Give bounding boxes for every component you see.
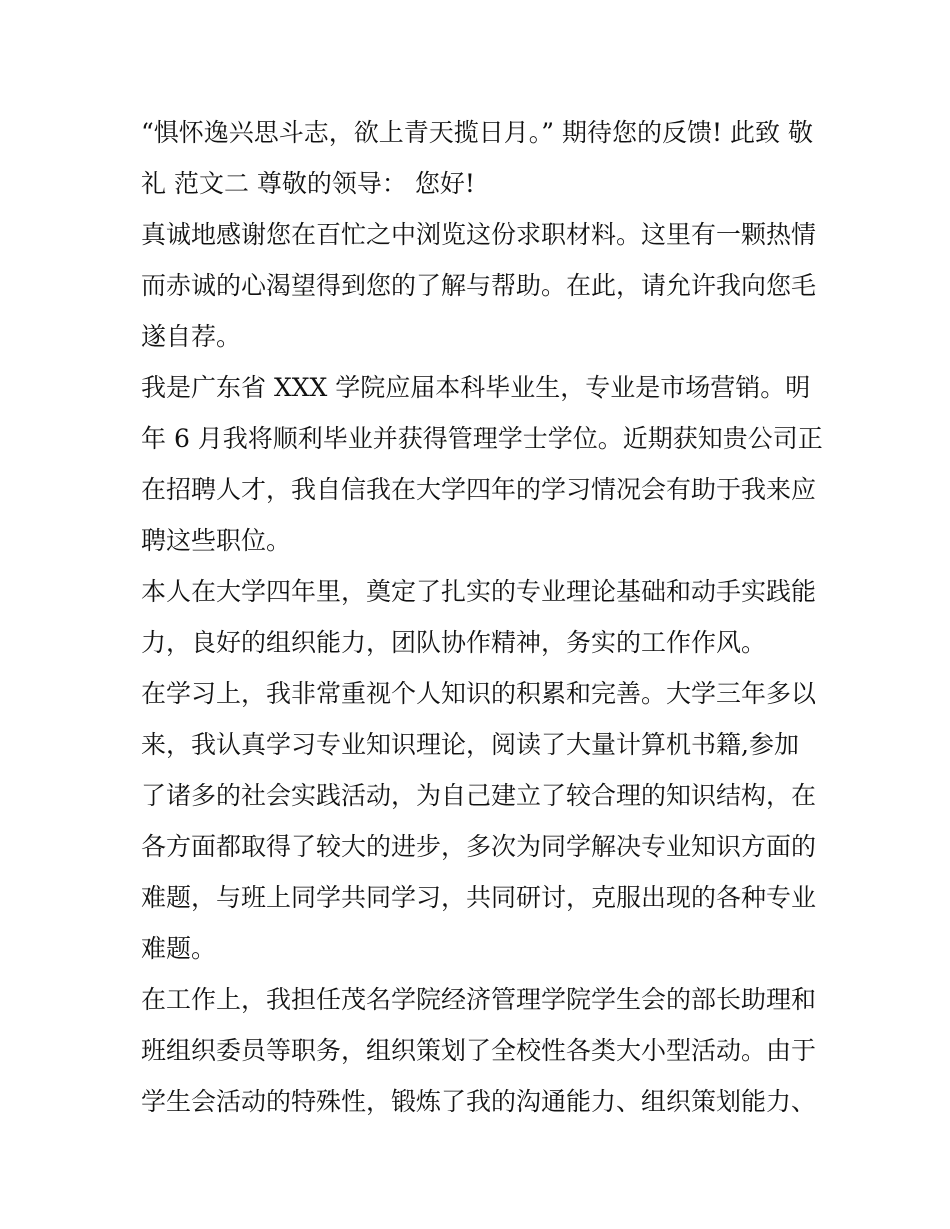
text-line: 力，良好的组织能力，团队协作精神，务实的工作作风。	[141, 628, 767, 657]
paragraph-introduction	[141, 362, 821, 566]
text-line: 我是广东省 XXX 学院应届本科毕业生，专业是市场营销。明	[141, 373, 811, 402]
text-line: 难题。	[141, 934, 217, 963]
paragraph-study	[141, 668, 821, 974]
text-line: 本人在大学四年里，奠定了扎实的专业理论基础和动手实践能	[141, 577, 817, 606]
text-line: 礼 范文二 尊敬的领导： 您好!	[141, 169, 475, 198]
paragraph-closing	[141, 107, 821, 209]
text-line: 了诸多的社会实践活动，为自己建立了较合理的知识结构，在	[141, 781, 817, 810]
text-line: 学生会活动的特殊性，锻炼了我的沟通能力、组织策划能力、	[141, 1087, 817, 1116]
text-line: 班组织委员等职务，组织策划了全校性各类大小型活动。由于	[141, 1036, 817, 1065]
text-line: “惧怀逸兴思斗志，欲上青天揽日月。” 期待您的反馈! 此致 敬	[141, 118, 813, 147]
text-line: 在招聘人才，我自信我在大学四年的学习情况会有助于我来应	[141, 475, 817, 504]
text-line: 年 6 月我将顺利毕业并获得管理学士学位。近期获知贵公司正	[141, 424, 823, 453]
text-line: 而赤诚的心渴望得到您的了解与帮助。在此，请允许我向您毛	[141, 271, 817, 300]
text-line: 遂自荐。	[141, 322, 242, 351]
text-line: 聘这些职位。	[141, 526, 292, 555]
text-line: 在学习上，我非常重视个人知识的积累和完善。大学三年多以	[141, 679, 817, 708]
document-body	[141, 107, 821, 1127]
paragraph-thanks	[141, 209, 821, 362]
text-line: 来，我认真学习专业知识理论，阅读了大量计算机书籍,参加	[141, 730, 799, 759]
text-line: 真诚地感谢您在百忙之中浏览这份求职材料。这里有一颗热情	[141, 220, 817, 249]
text-line: 各方面都取得了较大的进步，多次为同学解决专业知识方面的	[141, 832, 817, 861]
text-line: 在工作上，我担任茂名学院经济管理学院学生会的部长助理和	[141, 985, 817, 1014]
paragraph-work	[141, 974, 821, 1127]
text-line: 难题，与班上同学共同学习，共同研讨，克服出现的各种专业	[141, 883, 817, 912]
paragraph-abilities	[141, 566, 821, 668]
